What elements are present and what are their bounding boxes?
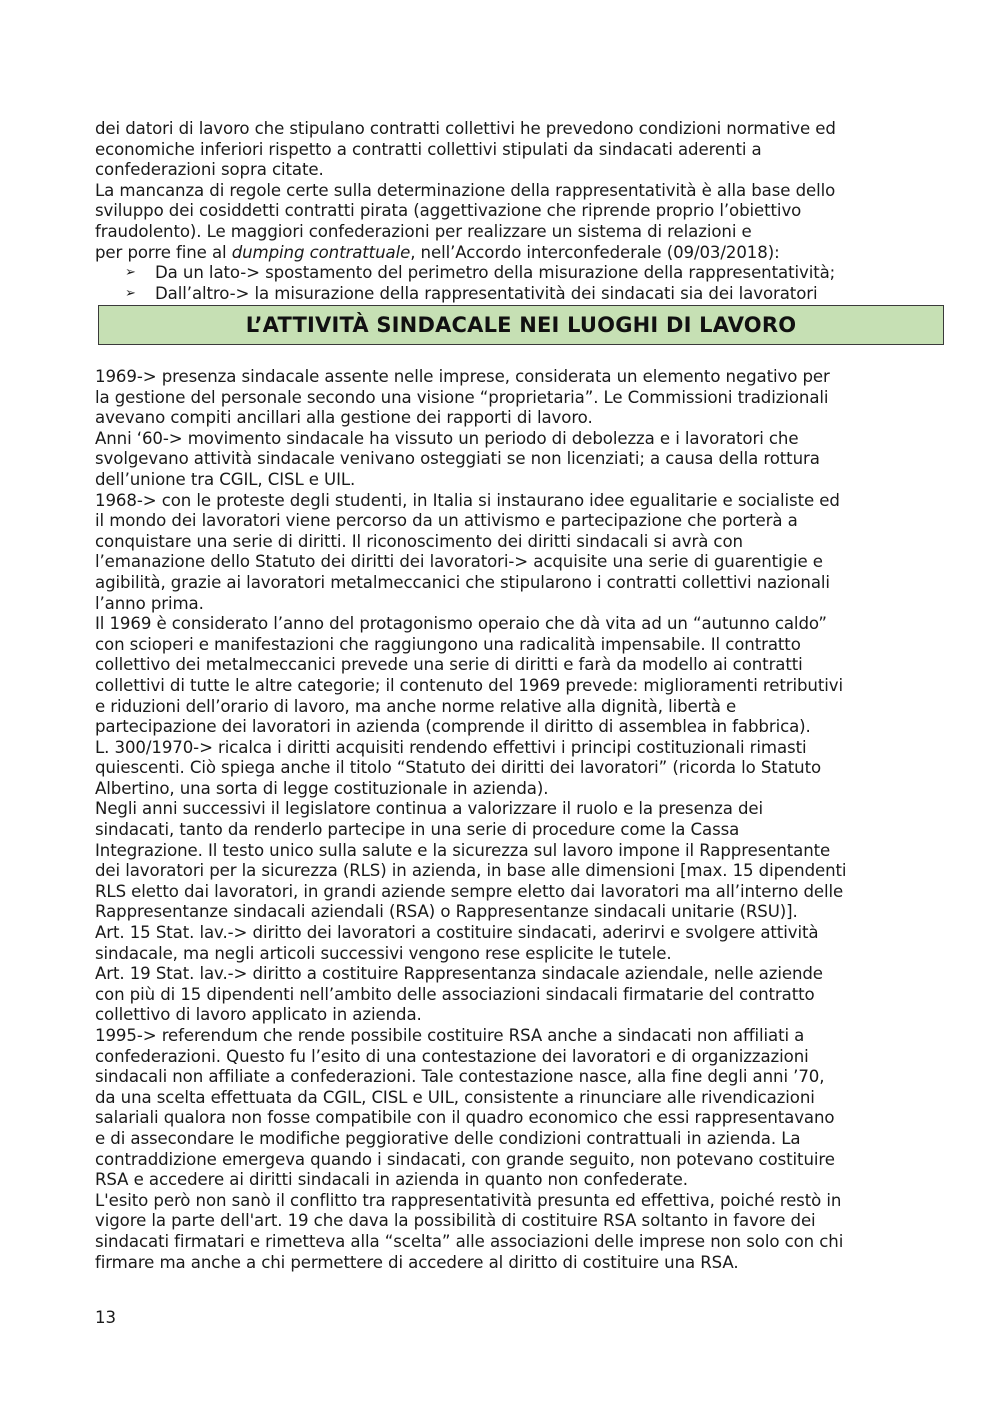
- top-text-block: [95, 119, 910, 304]
- bullet-text: Da un lato-> spostamento del perimetro della misurazione della rappresentatività;: [155, 263, 836, 283]
- text-line: Il 1969 è considerato l’anno del protagonismo operaio che dà vita ad un “autunno caldo”: [95, 614, 827, 634]
- text-line: sindacati firmatari e rimetteva alla “scelta” alle associazioni delle imprese non solo con chi: [95, 1231, 844, 1251]
- text-line: RSA e accedere ai diritti sindacali in azienda in quanto non confederate.: [95, 1170, 688, 1190]
- text-line: economiche inferiori rispetto a contratti collettivi stipulati da sindacati aderenti a: [95, 139, 762, 159]
- text-line: agibilità, grazie ai lavoratori metalmeccanici che stipularono i contratti collettivi nazionali: [95, 572, 830, 592]
- text-line: L'esito però non sanò il conflitto tra rappresentatività presunta ed effettiva, poiché restò in: [95, 1190, 842, 1210]
- text-line: dei datori di lavoro che stipulano contratti collettivi he prevedono condizioni normative ed: [95, 119, 836, 138]
- text-line: 1968-> con le proteste degli studenti, in Italia si instaurano idee egualitarie e socialiste ed: [95, 490, 840, 510]
- text-line: 1995-> referendum che rende possibile costituire RSA anche a sindacati non affiliati a: [95, 1026, 805, 1045]
- text-line: da una scelta effettuata da CGIL, CISL e UIL, consistente a rinunciare alle rivendicazioni: [95, 1087, 815, 1107]
- text-line: sviluppo dei cosiddetti contratti pirata (aggettivazione che riprende proprio l’obiettivo: [95, 201, 802, 221]
- text-line: firmare ma anche a chi permettere di accedere al diritto di costituire una RSA.: [95, 1252, 739, 1272]
- text-line: sindacali non affiliate a confederazioni. Tale contestazione nasce, alla fine degli anni ’70,: [95, 1067, 825, 1087]
- text-run: per porre fine al: [95, 242, 232, 262]
- text-line: Negli anni successivi il legislatore continua a valorizzare il ruolo e la presenza dei: [95, 799, 764, 819]
- body-text-block: [95, 367, 910, 1273]
- text-line: salariali qualora non fosse compatibile con il quadro economico che essi rappresentavano: [95, 1108, 835, 1128]
- text-line: dell’unione tra CGIL, CISL e UIL.: [95, 469, 356, 489]
- italic-term: dumping contrattuale: [231, 242, 411, 262]
- text-line: vigore la parte dell'art. 19 che dava la possibilità di costituire RSA soltanto in favore dei: [95, 1211, 816, 1231]
- text-line: Art. 19 Stat. lav.-> diritto a costituire Rappresentanza sindacale aziendale, nelle aziende: [95, 964, 823, 984]
- text-line: quiescenti. Ciò spiega anche il titolo “Statuto dei diritti dei lavoratori” (ricorda lo Statuto: [95, 758, 822, 778]
- text-line: sindacale, ma negli articoli successivi vengono rese esplicite le tutele.: [95, 943, 672, 963]
- text-line: avevano compiti ancillari alla gestione dei rapporti di lavoro.: [95, 408, 593, 428]
- text-line: l’emanazione dello Statuto dei diritti dei lavoratori-> acquisite una serie di guarentigie e: [95, 552, 823, 572]
- text-line: collettivo dei metalmeccanici prevede una serie di diritti e farà da modello ai contratti: [95, 655, 803, 675]
- text-line: l’anno prima.: [95, 593, 204, 613]
- page-number: 13: [95, 1308, 117, 1327]
- text-line: la gestione del personale secondo una visione “proprietaria”. Le Commissioni tradizionali: [95, 387, 829, 407]
- text-line: Albertino, una sorta di legge costituzionale in azienda).: [95, 778, 549, 798]
- text-line: L. 300/1970-> ricalca i diritti acquisiti rendendo effettivi i principi costituzionali rimasti: [95, 737, 807, 757]
- text-line: svolgevano attività sindacale venivano osteggiati se non licenziati; a causa della rottura: [95, 449, 820, 469]
- text-line: 1969-> presenza sindacale assente nelle imprese, considerata un elemento negativo per: [95, 367, 830, 386]
- section-heading: L’ATTIVITÀ SINDACALE NEI LUOGHI DI LAVORO: [245, 313, 797, 337]
- text-line: il mondo dei lavoratori viene percorso da un attivismo e partecipazione che porterà a: [95, 511, 798, 531]
- text-line: partecipazione dei lavoratori in azienda (comprende il diritto di assemblea in fabbrica).: [95, 717, 811, 737]
- text-line: Integrazione. Il testo unico sulla salute e la sicurezza sul lavoro impone il Rappresentante: [95, 840, 831, 860]
- text-line: dei lavoratori per la sicurezza (RLS) in azienda, in base alle dimensioni [max. 15 dipendenti: [95, 861, 847, 881]
- text-line: Art. 15 Stat. lav.-> diritto dei lavoratori a costituire sindacati, aderirvi e svolgere attività: [95, 923, 819, 943]
- text-line: fraudolento). Le maggiori confederazioni per realizzare un sistema di relazioni e: [95, 221, 752, 241]
- section-heading-box: [98, 305, 944, 345]
- text-line: La mancanza di regole certe sulla determinazione della rappresentatività è alla base dello: [95, 180, 836, 200]
- top-paragraph: [95, 119, 910, 243]
- text-line: sindacati, tanto da renderlo partecipe in una serie di procedure come la Cassa: [95, 820, 740, 840]
- arrow-bullet-icon: ➢: [125, 285, 136, 301]
- text-line: con più di 15 dipendenti nell’ambito delle associazioni sindacali firmatarie del contratto: [95, 984, 815, 1004]
- text-line: con scioperi e manifestazioni che raggiungono una radicalità impensabile. Il contratto: [95, 634, 801, 654]
- bullet-text: Dall’altro-> la misurazione della rappresentatività dei sindacati sia dei lavoratori: [155, 283, 818, 303]
- text-line: RLS eletto dai lavoratori, in grandi aziende sempre eletto dai lavoratori ma all’interno delle: [95, 881, 844, 901]
- arrow-bullet-icon: ➢: [125, 265, 136, 281]
- text-line: e di assecondare le modifiche peggiorative delle condizioni contrattuali in azienda. La: [95, 1128, 801, 1148]
- text-run: , nell’Accordo interconfederale (09/03/2018):: [410, 242, 780, 262]
- text-line: confederazioni sopra citate.: [95, 160, 324, 180]
- text-line: confederazioni. Questo fu l’esito di una contestazione dei lavoratori e di organizzazioni: [95, 1046, 809, 1066]
- text-line: Rappresentanze sindacali aziendali (RSA) o Rappresentanze sindacali unitarie (RSU)].: [95, 902, 798, 922]
- text-line: conquistare una serie di diritti. Il riconoscimento dei diritti sindacali si avrà con: [95, 531, 743, 551]
- bullet-item: [95, 284, 910, 305]
- text-line: collettivi di tutte le altre categorie; il contenuto del 1969 prevede: miglioramenti retributivi: [95, 675, 843, 695]
- text-line: Anni ‘60-> movimento sindacale ha vissuto un periodo di debolezza e i lavoratori che: [95, 428, 799, 448]
- bullet-item: [95, 263, 910, 284]
- top-last-line: [95, 243, 910, 264]
- text-line: e riduzioni dell’orario di lavoro, ma anche norme relative alla dignità, libertà e: [95, 696, 737, 716]
- text-line: contraddizione emergeva quando i sindacati, con grande seguito, non potevano costituire: [95, 1149, 835, 1169]
- bullet-list: [95, 263, 910, 304]
- text-line: collettivo di lavoro applicato in azienda.: [95, 1005, 422, 1025]
